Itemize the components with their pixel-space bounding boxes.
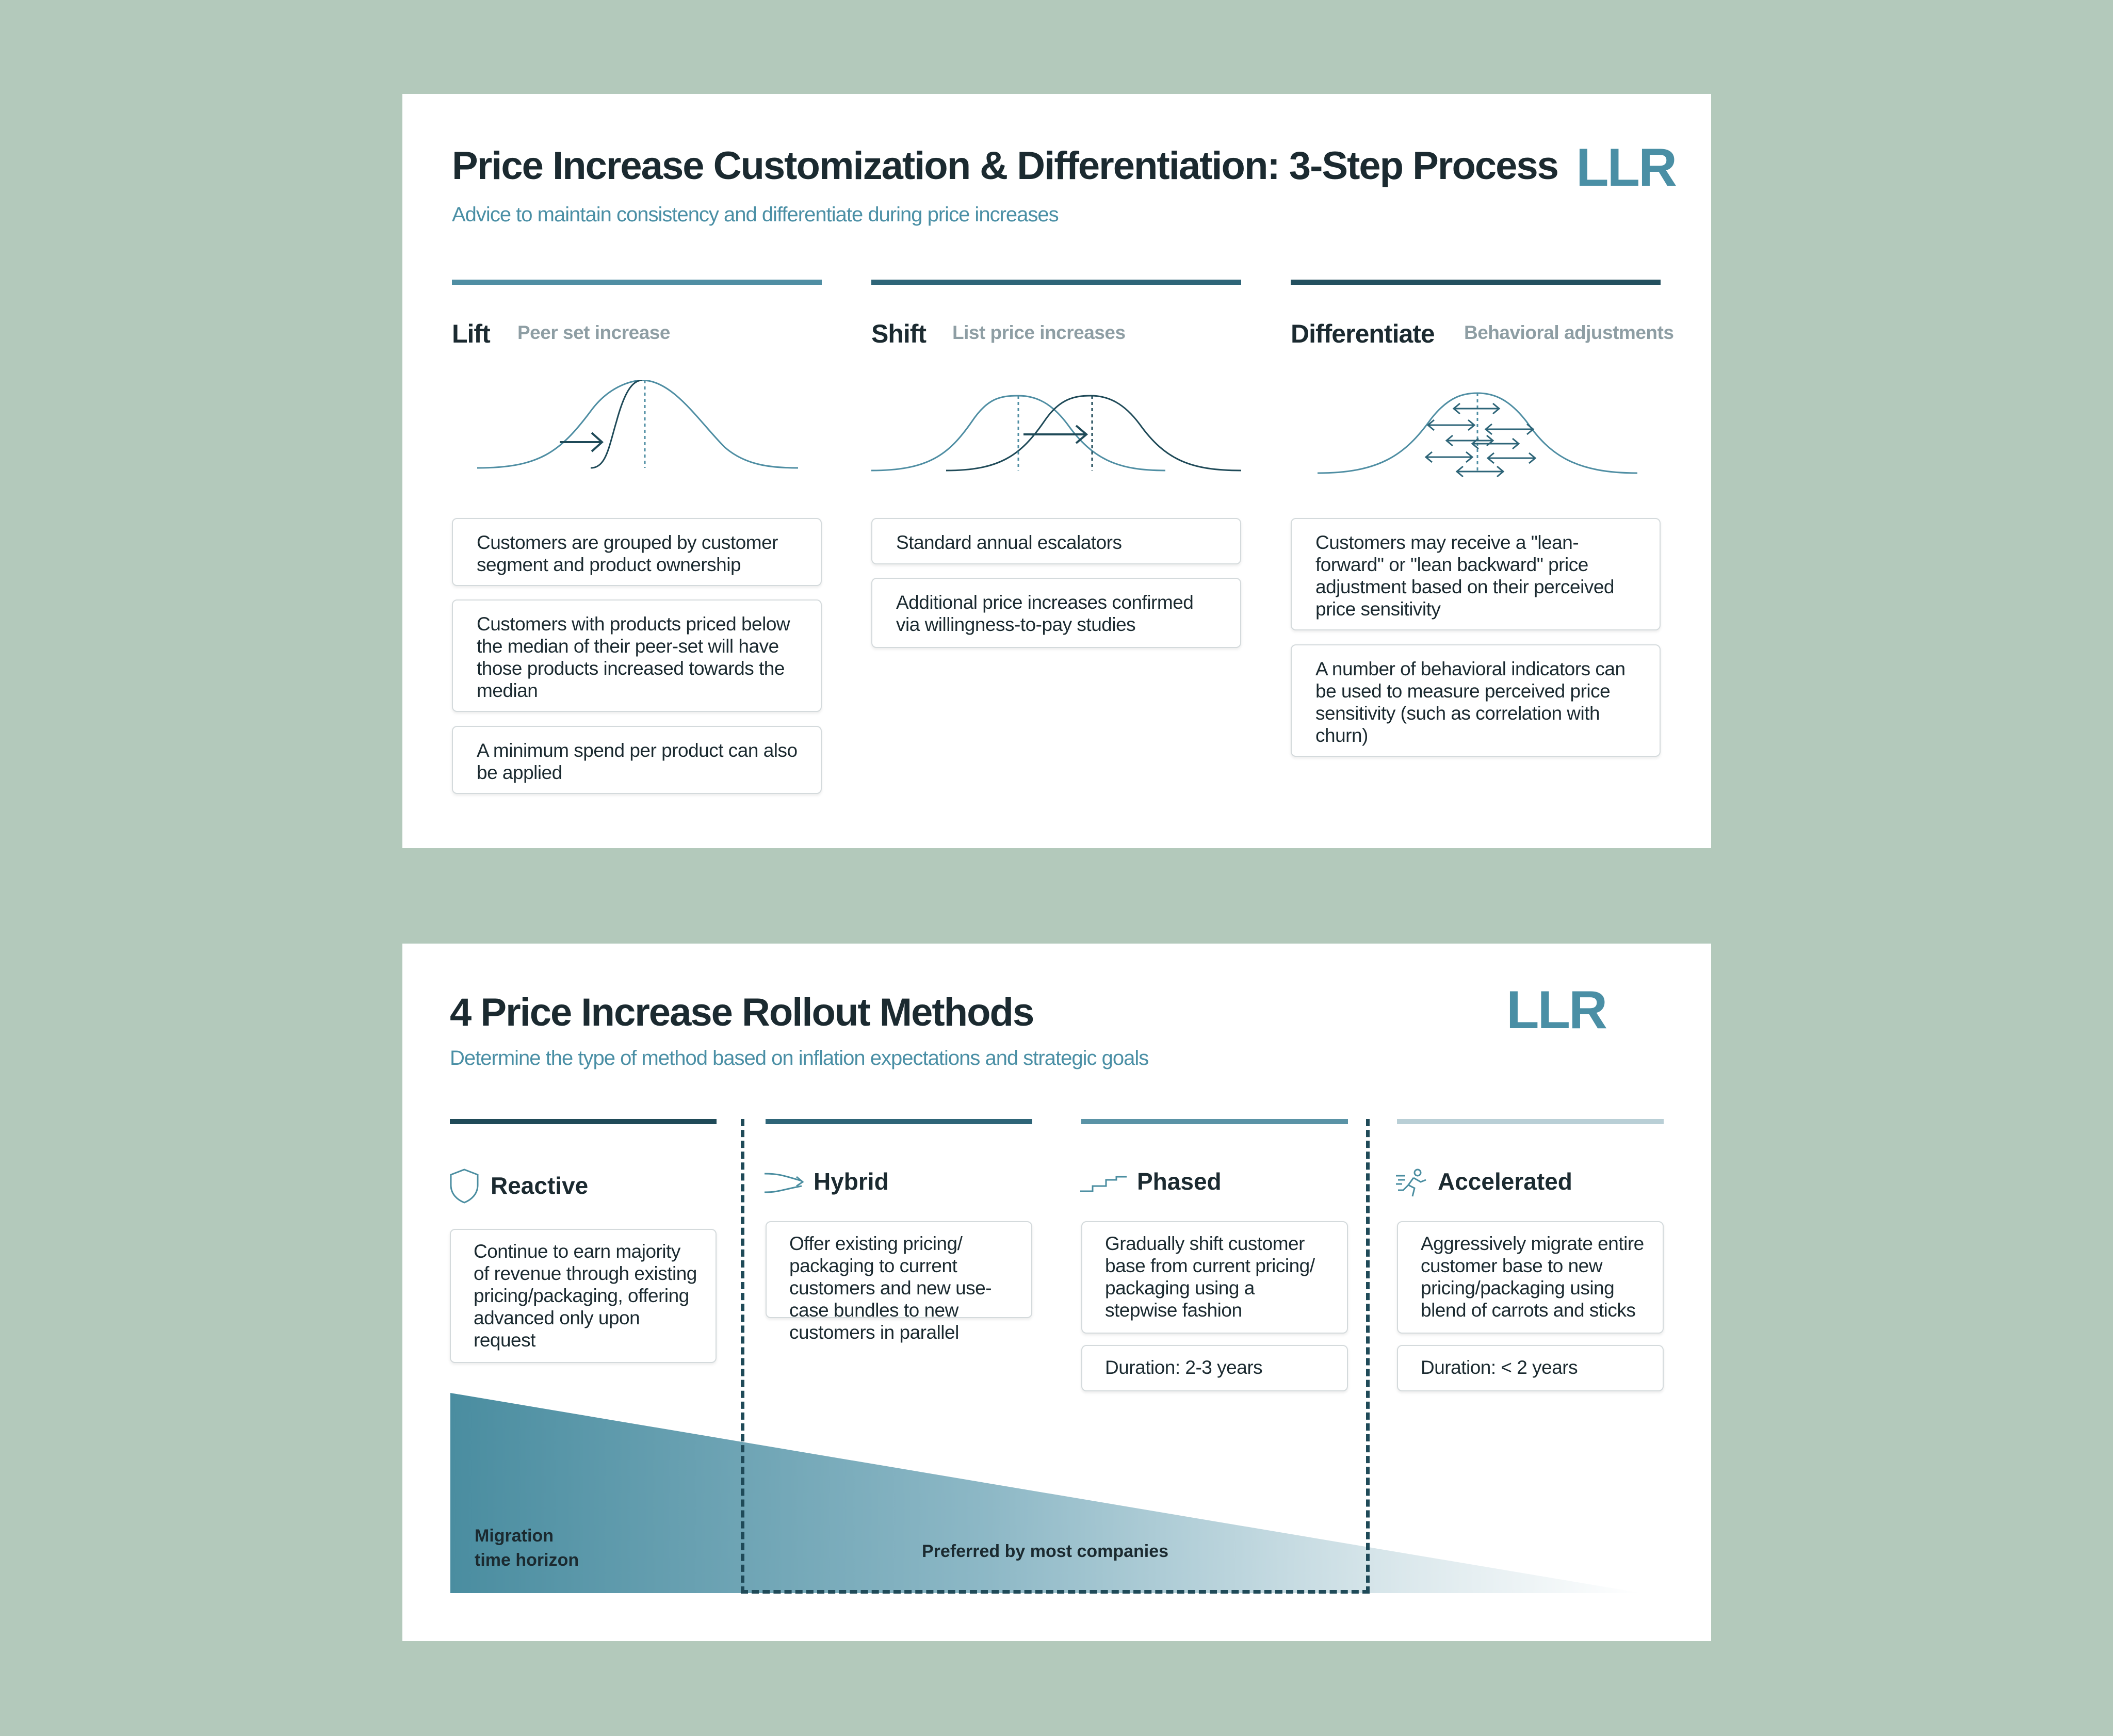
slide-3-step-process [402, 94, 1711, 848]
lift-box-3: A minimum spend per product can also be applied [452, 726, 822, 794]
column-bar-shift [871, 280, 1241, 285]
column-title-differentiate: Differentiate [1291, 319, 1435, 348]
merge-arrows-icon [763, 1171, 805, 1196]
shield-icon [448, 1167, 480, 1205]
migration-label [475, 1524, 579, 1572]
lift-box-1: Customers are grouped by customer segment and product ownership [452, 518, 822, 586]
method-title-reactive: Reactive [491, 1172, 589, 1199]
preferred-label: Preferred by most companies [922, 1542, 1169, 1561]
running-person-icon [1395, 1167, 1429, 1198]
method-bar-accelerated [1397, 1119, 1664, 1124]
column-title-shift: Shift [871, 319, 927, 348]
reactive-box-1: Continue to earn majority of revenue through existing pricing/packaging, offering advanced only upon request [450, 1229, 717, 1363]
slide-title-rollout: 4 Price Increase Rollout Methods [450, 991, 1034, 1034]
slide-title: Price Increase Customization & Differentiation: 3-Step Process [452, 144, 1558, 188]
differentiate-box-1: Customers may receive a "lean-forward" or "lean backward" price adjustment based on their perceived price sensitivity [1291, 518, 1661, 630]
method-title-hybrid: Hybrid [814, 1168, 889, 1195]
llr-logo-rollout: LLR [1506, 980, 1606, 1040]
column-subtitle-lift: Peer set increase [517, 322, 670, 343]
slide-subtitle-rollout: Determine the type of method based on inflation expectations and strategic goals [450, 1047, 1149, 1069]
differentiate-box-2: A number of behavioral indicators can be used to measure perceived price sensitivity (such as correlation with churn) [1291, 644, 1661, 757]
method-title-accelerated: Accelerated [1438, 1168, 1572, 1195]
slide-subtitle: Advice to maintain consistency and differentiate during price increases [452, 203, 1059, 226]
method-bar-hybrid [766, 1119, 1032, 1124]
migration-label-line1: Migration [475, 1526, 554, 1546]
method-bar-reactive [450, 1119, 717, 1124]
shift-box-1: Standard annual escalators [871, 518, 1241, 564]
column-subtitle-shift: List price increases [952, 322, 1126, 343]
column-subtitle-differentiate: Behavioral adjustments [1464, 322, 1674, 343]
stairs-icon [1080, 1175, 1127, 1193]
method-title-phased: Phased [1137, 1168, 1222, 1195]
phased-duration-box: Duration: 2-3 years [1081, 1345, 1348, 1391]
lift-box-2: Customers with products priced below the median of their peer-set will have those products increased towards the median [452, 599, 822, 712]
llr-logo: LLR [1576, 138, 1676, 198]
lift-distribution-curve-icon [477, 380, 798, 476]
migration-label-line2: time horizon [475, 1550, 579, 1570]
column-bar-differentiate [1291, 280, 1661, 285]
differentiate-distribution-curve-icon [1318, 388, 1637, 481]
column-bar-lift [452, 280, 822, 285]
accelerated-box-1: Aggressively migrate entire customer base to new pricing/packaging using blend of carrots and sticks [1397, 1221, 1664, 1334]
accelerated-duration-box: Duration: < 2 years [1397, 1345, 1664, 1391]
shift-distribution-curve-icon [871, 393, 1241, 478]
shift-box-2: Additional price increases confirmed via willingness-to-pay studies [871, 578, 1241, 648]
hybrid-box-1: Offer existing pricing/ packaging to current customers and new use-case bundles to new customers in parallel [766, 1221, 1032, 1318]
slide-rollout-methods [402, 944, 1711, 1641]
column-title-lift: Lift [452, 319, 490, 348]
method-bar-phased [1081, 1119, 1348, 1124]
phased-box-1: Gradually shift customer base from current pricing/ packaging using a stepwise fashion [1081, 1221, 1348, 1334]
